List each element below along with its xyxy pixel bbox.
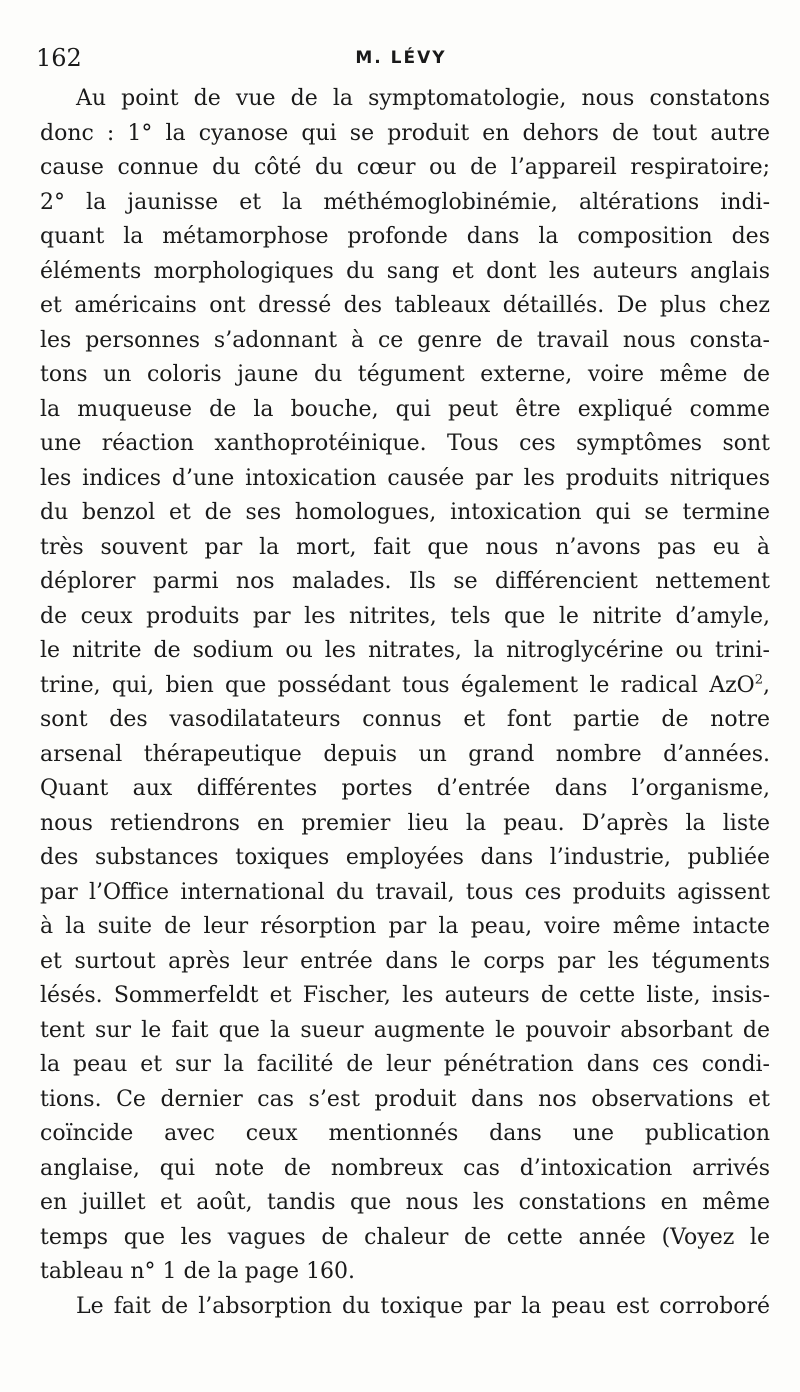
text-line: la peau et sur la facilité de leur pénétration dans ces condi-: [40, 1052, 770, 1077]
text-line: tons un coloris jaune du tégument externe, voire même de: [40, 362, 770, 387]
superscript: 2: [754, 672, 763, 688]
text-line: par l’Office international du travail, tous ces produits agissent: [40, 879, 770, 905]
text-line: tions. Ce dernier cas s’est produit dans nos observations et: [40, 1086, 770, 1112]
text-line: donc : 1° la cyanose qui se produit en dehors de tout autre: [40, 120, 770, 146]
text-line: coïncide avec ceux mentionnés dans une publication: [40, 1121, 770, 1146]
text-line: Quant aux différentes portes d’entrée dans l’organisme,: [40, 776, 770, 801]
text-line: les personnes s’adonnant à ce genre de travail nous consta-: [40, 327, 770, 353]
text-line: temps que les vagues de chaleur de cette année (Voyez le: [40, 1224, 770, 1250]
text-line: et américains ont dressé des tableaux détaillés. De plus chez: [40, 293, 770, 318]
text-line: lésés. Sommerfeldt et Fischer, les auteurs de cette liste, insis-: [40, 983, 770, 1008]
text-line: cause connue du côté du cœur ou de l’appareil respiratoire;: [40, 155, 770, 180]
text-line: en juillet et août, tandis que nous les constations en même: [40, 1190, 770, 1215]
text-line: déplorer parmi nos malades. Ils se différencient nettement: [40, 569, 770, 594]
text-line: tent sur le fait que la sueur augmente le pouvoir absorbant de: [40, 1017, 770, 1043]
text-line: la muqueuse de la bouche, qui peut être expliqué comme: [40, 396, 770, 422]
text-line: éléments morphologiques du sang et dont les auteurs anglais: [40, 258, 770, 284]
text-line: nous retiendrons en premier lieu la peau. D’après la liste: [40, 810, 770, 836]
text-line: à la suite de leur résorption par la peau, voire même intacte: [40, 914, 770, 939]
text-line: des substances toxiques employées dans l’industrie, publiée: [40, 845, 770, 870]
text-line: Le fait de l’absorption du toxique par la peau est corroboré: [76, 1293, 770, 1319]
text-line: de ceux produits par les nitrites, tels que le nitrite d’amyle,: [40, 603, 770, 629]
text-line: très souvent par la mort, fait que nous n’avons pas eu à: [40, 534, 770, 560]
text-line: quant la métamorphose profonde dans la composition des: [40, 224, 770, 249]
body-text: [40, 82, 770, 1324]
text-line-part: ,: [763, 672, 770, 698]
text-line: arsenal thérapeutique depuis un grand nombre d’années.: [40, 741, 770, 767]
text-line: et surtout après leur entrée dans le corps par les téguments: [40, 948, 770, 974]
running-head: [36, 40, 766, 76]
page-number: 162: [36, 44, 82, 72]
text-line: le nitrite de sodium ou les nitrates, la nitroglycérine ou trini-: [40, 638, 770, 663]
text-line-part: trine, qui, bien que possédant tous également le radical AzO: [40, 672, 755, 698]
text-line: tableau n° 1 de la page 160.: [40, 1259, 356, 1284]
text-line: 2° la jaunisse et la méthémoglobinémie, altérations indi-: [40, 189, 770, 215]
text-line: une réaction xanthoprotéinique. Tous ces symptômes sont: [40, 431, 770, 456]
text-line: du benzol et de ses homologues, intoxication qui se termine: [40, 500, 770, 525]
running-head-author: M. LÉVY: [355, 48, 447, 68]
text-line-with-superscript: [40, 669, 770, 704]
text-line: les indices d’une intoxication causée par les produits nitriques: [40, 465, 770, 491]
text-line: Au point de vue de la symptomatologie, nous constatons: [76, 86, 770, 111]
text-line: sont des vasodilatateurs connus et font partie de notre: [40, 707, 770, 732]
text-line: anglaise, qui note de nombreux cas d’intoxication arrivés: [40, 1155, 770, 1181]
